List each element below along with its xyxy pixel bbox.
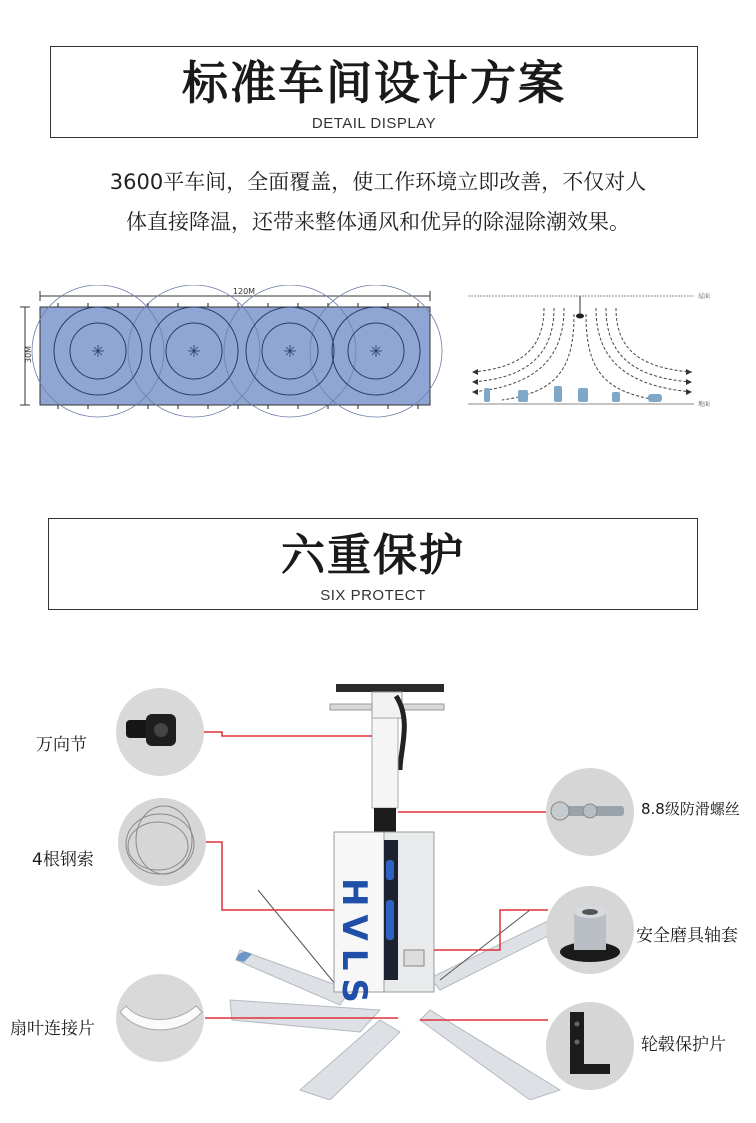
plan-width-label: 120M [232,287,256,296]
fan-hub-icon [576,314,584,319]
section-title: 标准车间设计方案 [182,56,566,110]
section-title-box-protect [48,518,698,610]
callout-label-hub-guard: 轮毂保护片 [641,1035,726,1055]
callout-label-steel-cable: 4根钢索 [32,850,94,870]
worker-silhouette [484,388,490,402]
callout-line-steel-cable [200,842,334,910]
worker-silhouette [518,390,528,402]
section-subtitle: DETAIL DISPLAY [311,115,437,132]
hub-guard-thumbnail [546,1002,634,1090]
worker-silhouette [578,388,588,402]
airflow-diagram [462,288,722,413]
ceiling-bracket [336,684,444,692]
section-subtitle: SIX PROTECT [320,587,426,604]
brand-label: HVLS [334,878,374,1011]
callout-line-universal-joint [200,732,372,736]
section-title: 六重保护 [281,530,465,581]
worker-silhouette [612,392,620,402]
description-line-1: 3600平车间，全面覆盖，使工作环境立即改善，不仅对人 [109,170,647,194]
steel-cable-thumbnail [118,798,206,886]
worker-silhouette [648,394,662,402]
callout-label-universal-joint: 万向节 [36,735,87,755]
callout-label-blade-connector: 扇叶连接片 [10,1019,95,1039]
roof-label: 屋面 [698,293,711,300]
worker-silhouette [554,386,562,402]
workshop-floor [40,307,430,405]
workshop-floor-plan [18,285,448,425]
callout-label-anti-slip-bolt: 8.8级防滑螺丝 [641,800,740,818]
ground-label: 地面 [698,401,711,408]
description-line-2: 体直接降温，还带来整体通风和优异的除湿除潮效果。 [126,210,630,234]
plan-height-label: 30M [24,345,33,363]
callout-label-bushing: 安全磨具轴套 [636,926,738,946]
section-title-box-design [50,46,698,138]
fan-pole [372,718,398,808]
